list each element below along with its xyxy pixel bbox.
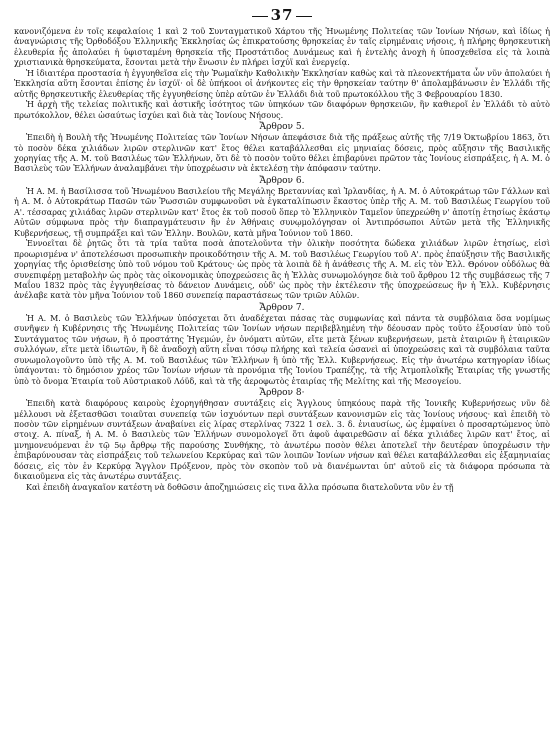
paragraph-5: Ἡ Α. Μ. ἡ Βασίλισσα τοῦ Ἡνωμένου Βασιλείου τῆς Μεγάλης Βρεταννίας καὶ Ἰρλανδίας, ἡ Α. Μ. ὁ Αὐτοκράτωρ τῶν Γάλλων καὶ ἡ Α. Μ. ὁ Αὐτοκράτωρ Πασῶν τῶν Ῥωσσιῶν συμφωνοῦσι νὰ ἐγκαταλίπωσιν ἕκαστος ὑπὲρ τῆς Α. Μ. τοῦ Βασιλέως Γεωργίου τοῦ Α'. τέσσαρας χιλιάδας λιρῶν στερλινῶν κατ' ἔτος ἐκ τοῦ ποσοῦ ὅπερ τὸ Ἑλληνικὸν Ταμεῖον ὑπεχρεώθη ν' ἀποτίῃ ἐτησίως ἑκάστῳ Αὐτῶν σύμφωνα πρὸς τὴν διαπραγμάτευσιν ἣν ἐν Ἀθήναις συνῳμολόγησαν οἱ Ἀντιπρόσωποι Αὐτῶν μετὰ τῆς Ἑλληνικῆς Κυβερνήσεως, τῇ συμπράξει καὶ τῶν Ἑλλην. Βουλῶν, κατὰ μῆνα Ἰούνιον τοῦ 1860. bbox=[14, 186, 550, 238]
page-number-text: 37 bbox=[270, 6, 294, 24]
paragraph-2: Ἡ ἰδιαιτέρα προστασία ἡ ἐγγυηθεῖσα εἰς τὴν Ῥωμαϊκὴν Καθολικὴν Ἐκκλησίαν καθὼς καὶ τὰ πλεονεκτήματα ὧν νῦν ἀπολαύει ἡ Ἐκκλησία αὕτη ἔσονται ἐπίσης ἐν ἰσχύϊ· οἱ δὲ ὑπήκοοι οἱ ἀνήκοντες εἰς τὴν θρησκείαν ταύτην θ' ἀπολαμβάνωσιν ἐν Ἑλλάδι τῆς αὐτῆς θρησκευτικῆς ἐλευθερίας τῆς ἐγγυηθείσης ὑπὲρ αὐτῶν ἐν Ἑλλάδι διὰ τοῦ πρωτοκόλλου τῆς 3 Φεβρουαρίου 1830. bbox=[14, 68, 550, 99]
article-7-heading: Ἄρθρον 7. bbox=[259, 302, 305, 313]
article-5-heading: Ἄρθρον 5. bbox=[259, 122, 305, 133]
article-6-heading: Ἄρθρον 6. bbox=[259, 175, 305, 186]
paragraph-7: Ἡ Α. Μ. ὁ Βασιλεὺς τῶν Ἑλλήνων ὑπόσχεται ὅτι ἀναδέχεται πάσας τὰς συμφωνίας καὶ πάντα τὰ συμβόλαια ὅσα νομίμως συνῆψεν ἡ Κυβέρνησις τῆς Ἡνωμένης Πολιτείας τῶν Ἰονίων νήσων περιβεβλημένη τὴν δέουσαν πρὸς τοῦτο ἐξουσίαν ὑπὸ τοῦ Συντάγματος τῶν νήσων, ἢ ὁ προστάτης Ἡγεμών, ἐν ὀνόματι αὐτῶν, εἴτε μετὰ ξένων κυβερνήσεων, μετὰ ἑταιριῶν ἢ ἑταιρικῶν συλλόγων, εἴτε μετὰ ἰδιωτῶν, ἢ δὲ ἀναδοχὴ αὕτη εἶναι τόσῳ πλήρης καὶ τελεία ὡσανεὶ αἱ ὑποχρεώσεις καὶ τὰ συμβόλαια ταῦτα συνωμολογοῦντο ὑπὸ τῆς Α. Μ. τοῦ Βασιλέως τῶν Ἑλλήνων ἢ ὑπὸ τῆς Ἑλλ. Κυβερνήσεως. Εἰς τὴν ἀνωτέρω κατηγορίαν ἰδίως ὑπάγονται: τὸ δημόσιον χρέος τῶν Ἰονίων νήσων τὰ προνόμια τῆς Ἰονίου Τραπέζης, τὰ τῆς Ἀτμοπλοϊκῆς Ἑταιρίας τῆς γνωστῆς ὑπὸ τὸ ὄνομα Ἑταιρία τοῦ Αὐστριακοῦ Λόϋδ, καὶ τὰ τῆς ἀεροφωτὸς ἑταιρίας τῆς Μελίτης καὶ τῆς Μεσογείου. bbox=[14, 313, 550, 386]
paragraph-3: Ἡ ἀρχὴ τῆς τελείας πολιτικῆς καὶ ἀστικῆς ἰσότητος τῶν ὑπηκόων τῶν διαφόρων θρησκειῶν, ἣν καθιεροῖ ἐν Ἑλλάδι τὸ αὐτὸ πρωτόκολλον, θέλει ὡσαύτως ἰσχύει καὶ διὰ τὰς Ἰονίους Νήσους. bbox=[14, 100, 550, 120]
right-dash bbox=[296, 16, 312, 17]
left-dash bbox=[252, 16, 268, 17]
paragraph-6: Ἐννοεῖται δὲ ῥητῶς ὅτι τὰ τρία ταῦτα ποσὰ ἀποτελοῦντα τὴν ὁλικὴν ποσότητα δώδεκα χιλιάδων λιρῶν ἐτησίως, εἰσὶ προωρισμένα ν' ἀποτελέσωσι προσωπικὴν προικοδότησιν τῆς Α. Μ. τοῦ Βασιλέως Γεωργίου τοῦ Α'. πρὸς ἐπαύξησιν τῆς Βασιλικῆς χορηγίας τῆς ὁρισθείσης ὑπὸ τοῦ νόμου τοῦ Κράτους· ὡς πρὸς τὰ λοιπὰ δὲ ἡ ἀνάθεσις τῆς Α. Μ. εἰς τὸν Ἑλλ. Θρόνον οὐδόλως θὰ συνεπιφέρῃ μεταβολὴν ὡς πρὸς τὰς οἰκονομικὰς ὑποχρεώσεις ἃς ἡ Ἑλλὰς συνωμολόγησε διὰ τοῦ ἄρθρου 12 τῆς συμβάσεως τῆς 7 Μαΐου 1832 πρὸς τὰς ἐγγυηθείσας τὸ δάνειον Δυνάμεις, οὐδ' ὡς πρὸς τὴν ἐκτέλεσιν τῆς ὑποχρεώσεως ἣν ἡ Ἑλλ. Κυβέρνησις ἀνέλαβε κατὰ τὸν μῆνα Ἰούνιον τοῦ 1860 συνεπείᾳ παραστάσεως τῶν τριῶν Αὐλῶν. bbox=[14, 239, 550, 301]
article-8-heading: Ἄρθρον 8· bbox=[259, 388, 305, 399]
paragraph-1: κανονιζόμενα ἐν τοῖς κεφαλαίοις 1 καὶ 2 τοῦ Συνταγματικοῦ Χάρτου τῆς Ἡνωμένης Πολιτείας τῶν Ἰονίων Νήσων, καὶ ἰδίως ἡ ἀναγνώρισις τῆς Ὀρθοδόξου Ἑλληνικῆς Ἐκκλησίας ὡς ἐπικρατούσης θρησκείας ἐν ταῖς εἰρημέναις νήσοις, ἡ πλήρης θρησκευτικὴ ἐλευθερία ἧς ἀπολαύει ἡ ὑφισταμένη θρησκεία τῆς Προστάτιδος Δυνάμεως καὶ ἡ ἐντελὴς ἀνοχὴ ἡ ὑποσχεθεῖσα εἰς τὰ λοιπὰ χριστιανικὰ θρησκεύματα, ἔσονται μετὰ τὴν ἕνωσιν ἐν πλήρει ἰσχύϊ καὶ ἐνεργείᾳ. bbox=[14, 27, 550, 68]
page-number bbox=[14, 6, 550, 27]
body-text bbox=[14, 27, 550, 493]
paragraph-4: Ἐπειδὴ ἡ Βουλὴ τῆς Ἡνωμένης Πολιτείας τῶν Ἰονίων Νήσων ἀπεφάσισε διὰ τῆς πράξεως αὐτῆς τῆς 7/19 Ὀκτωβρίου 1863, ὅτι τὸ ποσὸν δέκα χιλιάδων λιρῶν στερλινῶν κατ' ἔτος θέλει καταβάλλεσθαι εἰς μηνιαίας δόσεις, πρὸς αὔξησιν τῆς Βασιλικῆς χορηγίας τῆς Α. Μ. τοῦ Βασιλέως τῶν Ἑλλήνων, ὅτι δὲ τὸ ποσὸν τοῦτο θέλει ἐπιβαρύνει πρῶτον τὰς Ἰονίους εἰσπράξεις, ἡ Α. Μ. ὁ Βασιλεὺς τῶν Ἑλλήνων ἀναλαμβάνει τὴν ὑποχρέωσιν νὰ ἐκτελέσῃ τὴν ἀπόφασιν ταύτην. bbox=[14, 133, 550, 174]
paragraph-9: Καὶ ἐπειδὴ ἀναγκαῖον κατέστη νὰ δοθῶσιν ἀποζημιώσεις εἰς τινα ἄλλα πρόσωπα διατελοῦντα νῦν ἐν τῇ bbox=[26, 482, 454, 492]
paragraph-8: Ἐπειδὴ κατὰ διαφόρους καιροὺς ἐχορηγήθησαν συντάξεις εἰς Ἄγγλους ὑπηκόους παρὰ τῆς Ἰονικῆς Κυβερνήσεως νῦν δὲ μέλλουσι νὰ ἐξετασθῶσι τοιαῦται συνεπείᾳ τῶν ἰσχυόντων περὶ συντάξεων κανονισμῶν εἰς τὰς Ἰονίους νήσους· καὶ ἐπειδὴ τὸ ποσὸν τῶν εἰρημένων συντάξεων ἀναβαίνει εἰς λίρας στερλίνας 7322 1 σελ. 3. δ. ἐνιαυσίως, ὡς ἐμφαίνει ὁ προσαρτώμενος ὑπὸ στοιχ. Α. πίναξ, ἡ Α. Μ. ὁ Βασιλεὺς τῶν Ἑλλήνων συνομολογεῖ ὅτι ἀφοῦ ἀφαιρεθῶσιν αἱ δέκα χιλιάδες λιρῶν κατ' ἔτος, αἱ μνημονευόμεναι ἐν τῷ 5ῳ ἄρθρῳ τῆς παρούσης Συνθήκης, τὸ ἀνωτέρω ποσὸν θέλει ἀποτελεῖ τὴν δευτέραν ὑποχρέωσιν τὴν ἐπιβαρύνουσαν τὰς εἰσπράξεις τοῦ τελωνείου Κερκύρας καὶ τῶν λοιπῶν Ἰονίων νήσων καὶ θέλει καταβάλλεσθαι εἰς ἑξαμηνιαίας δόσεις, εἰς τὸν ἐν Κερκύρᾳ Ἄγγλον Πρόξενον, πρὸς τὸν σκοπὸν τοῦ νὰ διανέμωνται ὑπ' αὐτοῦ εἰς τὰ διάφορα πρόσωπα τὰ δικαιοῦμενα εἰς τὰς ἀνωτέρω συντάξεις. bbox=[14, 399, 550, 482]
